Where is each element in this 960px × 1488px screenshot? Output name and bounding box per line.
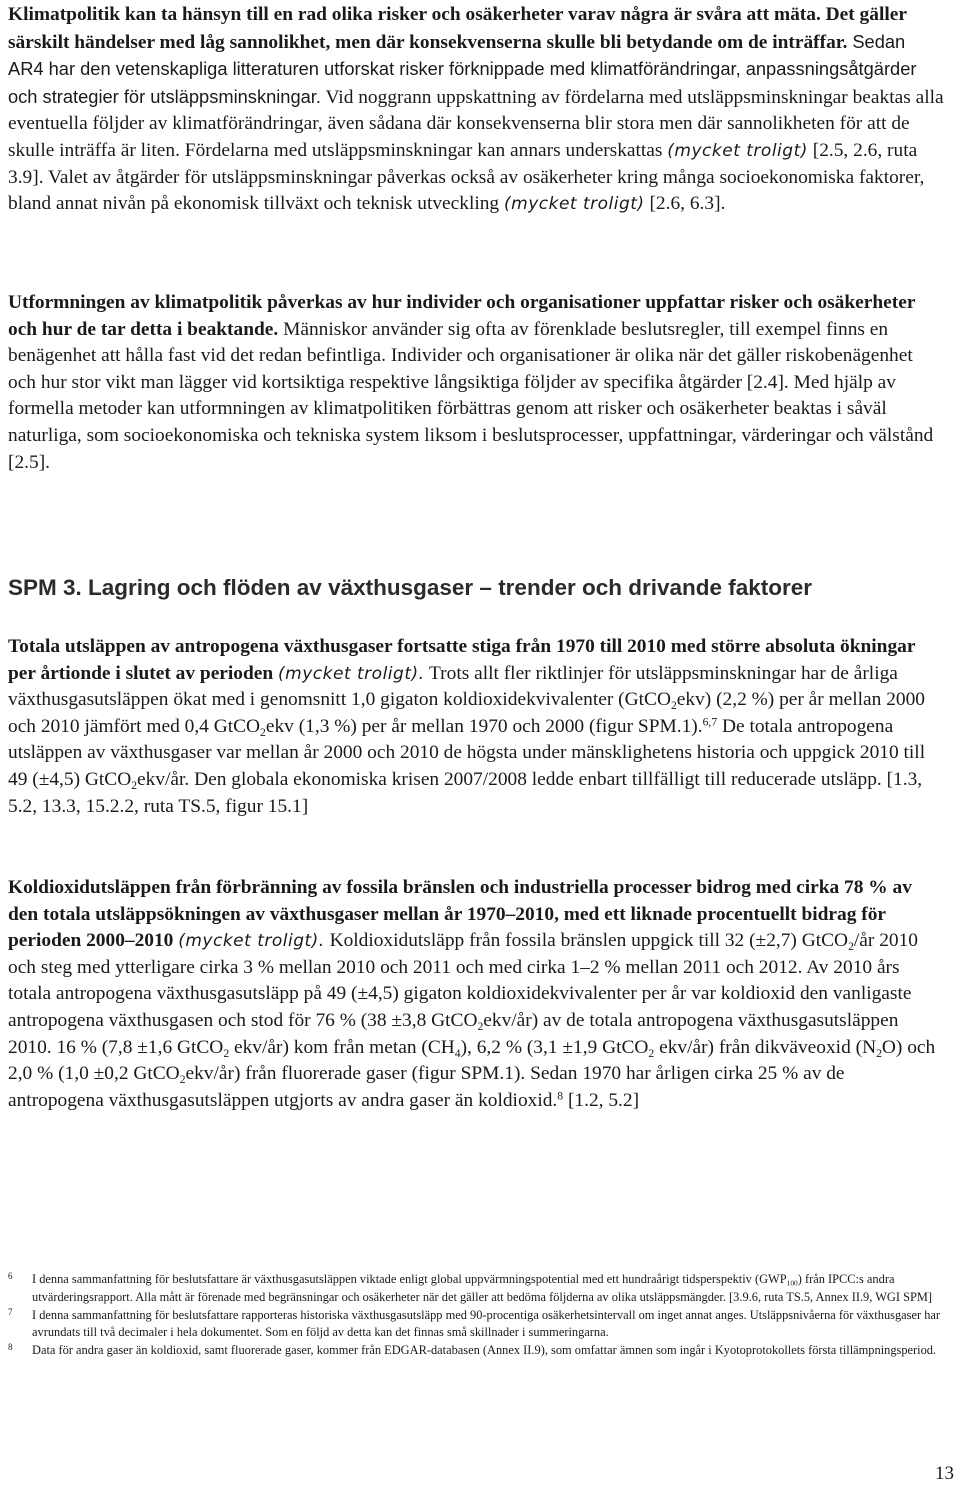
- subscript: 2: [648, 1046, 655, 1060]
- subscript: 2: [670, 699, 677, 713]
- section-heading: [8, 575, 812, 601]
- paragraph-text: De totala antropogena utsläppen av växthusgaser var mellan år 2000 och 2010 de högsta under mänsklighetens historia och uppgick 2010 till 49 (±4,5) GtCO: [8, 715, 926, 790]
- paragraph-lead: Totala utsläppen av antropogena växthusgaser fortsatte stiga från 1970 till 2010 med större absoluta ökningar per årtionde i slutet av perioden: [8, 636, 916, 684]
- paragraph-text: Vid noggrann uppskattning av fördelarna med utsläppsminskningar beaktas alla eventuella följder av klimatförändringar, även sådana där konsekvenserna blir stora men där sannolikheten för att de skulle inträffa är liten. Fördelarna med utsläppsminskningar kan annars underskattas: [8, 86, 944, 161]
- paragraph-text: ), 6,2 % (3,1 ±1,9 GtCO: [460, 1036, 649, 1058]
- footnote-mark: 7: [8, 1306, 13, 1317]
- paragraph-total-emissions: [8, 634, 944, 820]
- paragraph-text: [1.2, 5.2]: [567, 1089, 640, 1111]
- paragraph-perception: [8, 290, 944, 476]
- footnote-mark: 6: [8, 1271, 13, 1281]
- paragraph-text: Människor använder sig ofta av förenklade beslutsregler, till exempel finns en benägenhet att hålla fast vid det redan befintliga. Individer och organisationer är olika när det gäller riskobenägenhet och hur stor vikt man lägger vid kortsiktiga respektive långsiktiga följder av specifika åtgärder [2.4]. Med hjälp av formella metoder kan utformningen av klimatpolitiken förbättras genom att risker och osäkerheter beaktas i såväl naturliga, som socioekonomiska och tekniska system liksom i beslutsprocesser, uppfattningar, värderingar och välstånd [2.5].: [8, 318, 934, 473]
- paragraph-text: Trots allt fler riktlinjer för utsläppsminskningar har de årliga växthusgasutsläppen ökat med i genomsnitt 1,0 gigaton koldioxidekvivalenter (GtCO: [8, 662, 898, 711]
- paragraph-text: ekv/år) av de totala antropogena växthusgasutsläppen 2010. 16 % (7,8 ±1,6 GtCO: [8, 1009, 899, 1058]
- paragraph-lead: Klimatpolitik kan ta hänsyn till en rad olika risker och osäkerheter varav några är svåra att mäta. Det gäller särskilt händelser med låg sannolikhet, men där konsekvenserna skulle bli betydande om de inträffar.: [8, 4, 907, 53]
- subscript: 100: [786, 1278, 798, 1288]
- paragraph-text: O) och 2,0 % (1,0 ±0,2 GtCO: [8, 1036, 936, 1085]
- section-title-part: trender och drivande faktorer: [498, 575, 813, 600]
- footnote-ref: 6,7: [702, 715, 718, 729]
- paragraph-lead: Utformningen av klimatpolitik påverkas av hur individer och organisationer uppfattar risker och osäkerheter och hur de tar detta i beaktande.: [8, 292, 916, 340]
- paragraph-text: [2.6, 6.3].: [649, 193, 726, 215]
- subscript: 2: [179, 1073, 186, 1087]
- footnote-7: [8, 1307, 944, 1343]
- subscript: 2: [260, 725, 266, 739]
- paragraph-text: ekv/år) från fluorerade gaser (figur SPM.1). Sedan 1970 har årligen cirka 25 % av de antropogena växthusgasutsläppen utgjorts av andra gaser än koldioxid.: [8, 1063, 845, 1111]
- subscript: 2: [848, 940, 854, 954]
- paragraph-co2-emissions: [8, 875, 944, 1114]
- paragraph-text: ekv/år) från dikväveoxid (N: [659, 1036, 877, 1058]
- footnote-6: [8, 1271, 944, 1307]
- footnote-text: I denna sammanfattning för beslutsfattare rapporteras historiska växthusgasutsläpp med 90-procentiga osäkerhetsintervall om inget annat anges. Utsläppsnivåerna för växthusgaser har avrundats till två decimaler i hela dokumentet. Som en följd av detta kan det finnas små skillnader i summeringarna.: [32, 1307, 941, 1340]
- paragraph-text: ekv (1,3 %) per år mellan 1970 och 2000 (figur SPM.1).: [265, 715, 703, 737]
- subscript: 2: [223, 1046, 230, 1060]
- paragraph-text: [2.5, 2.6, ruta 3.9]. Valet av åtgärder för utsläppsminskningar påverkas också av osäkerheter kring många socioekonomiska faktorer, bland annat nivån på ekonomisk tillväxt och teknisk utveckling: [8, 139, 925, 215]
- footnote-text: ) från IPCC:s andra utvärderingsrapport. Alla mått är förenade med begränsningar och osäkerheter när det gäller att bedöma följderna av olika utsläppsmängder. [3.9.6, ruta TS.5, Annex II.9, WGI SPM]: [32, 1272, 933, 1304]
- paragraph-text: Koldioxidutsläpp från fossila bränslen uppgick till 32 (±2,7) GtCO: [329, 930, 849, 952]
- subscript: 2: [131, 779, 138, 793]
- section-title-dash: –: [479, 575, 492, 600]
- paragraph-text: ekv/år) kom från metan (CH: [234, 1036, 455, 1058]
- section-number: SPM 3.: [8, 575, 82, 600]
- confidence-label: (mycket troligt): [504, 194, 645, 215]
- paragraph-text: ekv) (2,2 %) per år mellan 2000 och 2010 jämfört med 0,4 GtCO: [8, 689, 925, 737]
- footnote-mark: 8: [8, 1342, 13, 1353]
- paragraph-risks: [8, 2, 944, 218]
- paragraph-text: /år 2010 och steg med ytterligare cirka 3 % mellan 2010 och 2011 och med cirka 1–2 % mellan 2011 och 2012. Av 2010 års totala antropogena växthusgasutsläpp på 49 (±4,5) gigaton koldioxidekvivalenter per år var koldioxid den vanligaste antropogena växthusgasen och stod för 76 % (38 ±3,8 GtCO: [8, 930, 918, 1031]
- page-number: 13: [935, 1463, 954, 1484]
- confidence-label: (mycket troligt).: [178, 931, 325, 952]
- confidence-label: (mycket troligt).: [278, 663, 425, 684]
- subscript: 4: [454, 1046, 461, 1060]
- footnotes: [8, 1271, 944, 1360]
- subscript: 2: [477, 1020, 484, 1034]
- section-title-part: Lagring och flöden av växthusgaser: [88, 575, 474, 600]
- footnote-text: Data för andra gaser än koldioxid, samt fluorerade gaser, kommer från EDGAR-databasen (Annex II.9), som omfattar ämnen som ingår i Kyotoprotokollets första tillämpningsperiod.: [32, 1343, 937, 1358]
- paragraph-sans-text: Sedan AR4 har den vetenskapliga litteraturen utforskat risker förknippade med klimatförändringar, anpassningsåtgärder och strategier för utsläppsminskningar.: [8, 30, 917, 107]
- footnote-text: I denna sammanfattning för beslutsfattare är växthusgasutsläppen viktade enligt global uppvärmningspotential med ett hundraårigt tidsperspektiv (GWP: [32, 1272, 787, 1286]
- subscript: 2: [876, 1046, 882, 1060]
- paragraph-lead: Koldioxidutsläppen från förbränning av fossila bränslen och industriella processer bidrog med cirka 78 % av den totala utsläppsökningen av växthusgaser mellan år 1970–2010, med ett liknade procentuellt bidrag för perioden 2000–2010: [8, 877, 912, 952]
- paragraph-text: ekv/år. Den globala ekonomiska krisen 2007/2008 ledde enbart tillfälligt till reducerade utsläpp. [1.3, 5.2, 13.3, 15.2.2, ruta TS.5, figur 15.1]: [8, 768, 923, 817]
- footnote-8: [8, 1342, 944, 1360]
- footnote-ref: 8: [557, 1089, 564, 1103]
- confidence-label: (mycket troligt): [667, 140, 808, 161]
